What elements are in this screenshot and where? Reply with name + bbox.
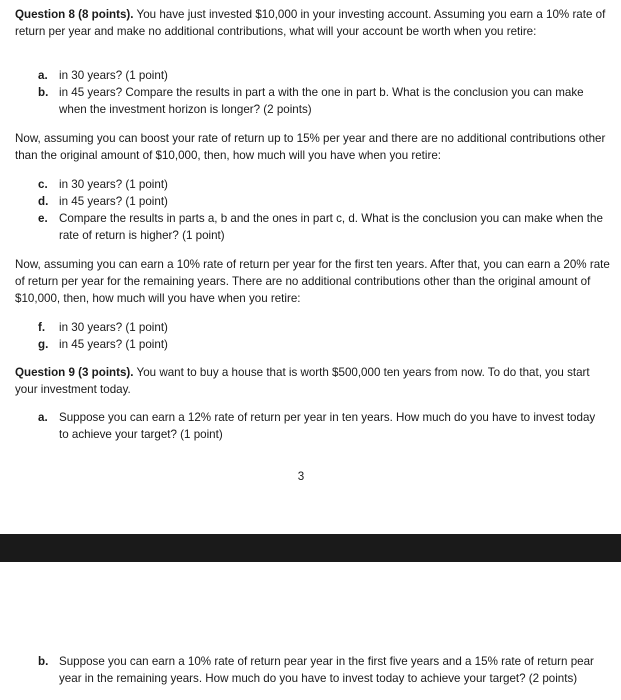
- q9-part-b-label: b.: [38, 655, 49, 668]
- question-9-heading: Question 9 (3 points).: [15, 366, 134, 379]
- q8-part-d: [38, 193, 603, 210]
- q8-part-e-text: Compare the results in parts a, b and the ones in part c, d. What is the conclusion you can make when the rate of return is higher? (1 point): [59, 212, 603, 242]
- q8-part-e-label: e.: [38, 212, 48, 225]
- page-break-divider: [0, 534, 621, 562]
- q9-part-a-text: Suppose you can earn a 12% rate of return per year in ten years. How much do you have to invest today to achieve your target? (1 point): [59, 411, 596, 441]
- question-8-intro-text: You have just invested $10,000 in your investing account. Assuming you earn a 10% rate of return per year and make no additional contributions, what will your account be worth when you retire:: [15, 8, 606, 38]
- q8-part-g-text: in 45 years? (1 point): [59, 338, 168, 351]
- question-9-intro-text: You want to buy a house that is worth $500,000 ten years from now. To do that, you start your investment today.: [15, 366, 590, 396]
- q9-part-a-label: a.: [38, 411, 48, 424]
- q8-part-f-label: f.: [38, 321, 46, 334]
- q9-part-b: [38, 653, 603, 687]
- q8-part-f: [38, 319, 603, 336]
- q8-part-c-text: in 30 years? (1 point): [59, 178, 168, 191]
- q9-part-a: [38, 409, 603, 443]
- q8-part-d-text: in 45 years? (1 point): [59, 195, 168, 208]
- q8-part-b-text: in 45 years? Compare the results in part a with the one in part b. What is the conclusion you can make when the investment horizon is longer? (2 points): [59, 86, 584, 116]
- q8-scenario-3: Now, assuming you can earn a 10% rate of return per year for the first ten years. After that, you can earn a 20% rate of return per year for the remaining years. There are no additional contributions other than the original amount of $10,000, then, how much will you have when you retire:: [15, 258, 610, 305]
- q8-part-d-label: d.: [38, 195, 49, 208]
- q8-part-c: [38, 176, 603, 193]
- question-9-intro: [15, 364, 610, 398]
- q8-part-g: [38, 336, 603, 353]
- q8-part-g-label: g.: [38, 338, 49, 351]
- q9-part-b-text: Suppose you can earn a 10% rate of return pear year in the first five years and a 15% rate of return pear year in the remaining years. How much do you have to invest today to achieve your target? (2 points): [59, 655, 594, 685]
- q8-part-a-label: a.: [38, 69, 48, 82]
- q8-part-b-label: b.: [38, 86, 49, 99]
- q8-part-c-label: c.: [38, 178, 48, 191]
- page-number: 3: [297, 470, 305, 483]
- q8-part-f-text: in 30 years? (1 point): [59, 321, 168, 334]
- question-8-intro: [15, 6, 610, 40]
- q8-part-a-text: in 30 years? (1 point): [59, 69, 168, 82]
- question-8-heading: Question 8 (8 points).: [15, 8, 134, 21]
- q8-part-b: [38, 84, 603, 118]
- q8-part-e: [38, 210, 603, 244]
- page-bottom: [0, 562, 621, 700]
- q8-part-a: [38, 67, 603, 84]
- q8-scenario-2: Now, assuming you can boost your rate of return up to 15% per year and there are no additional contributions other than the original amount of $10,000, then, how much will you have when you retire:: [15, 132, 606, 162]
